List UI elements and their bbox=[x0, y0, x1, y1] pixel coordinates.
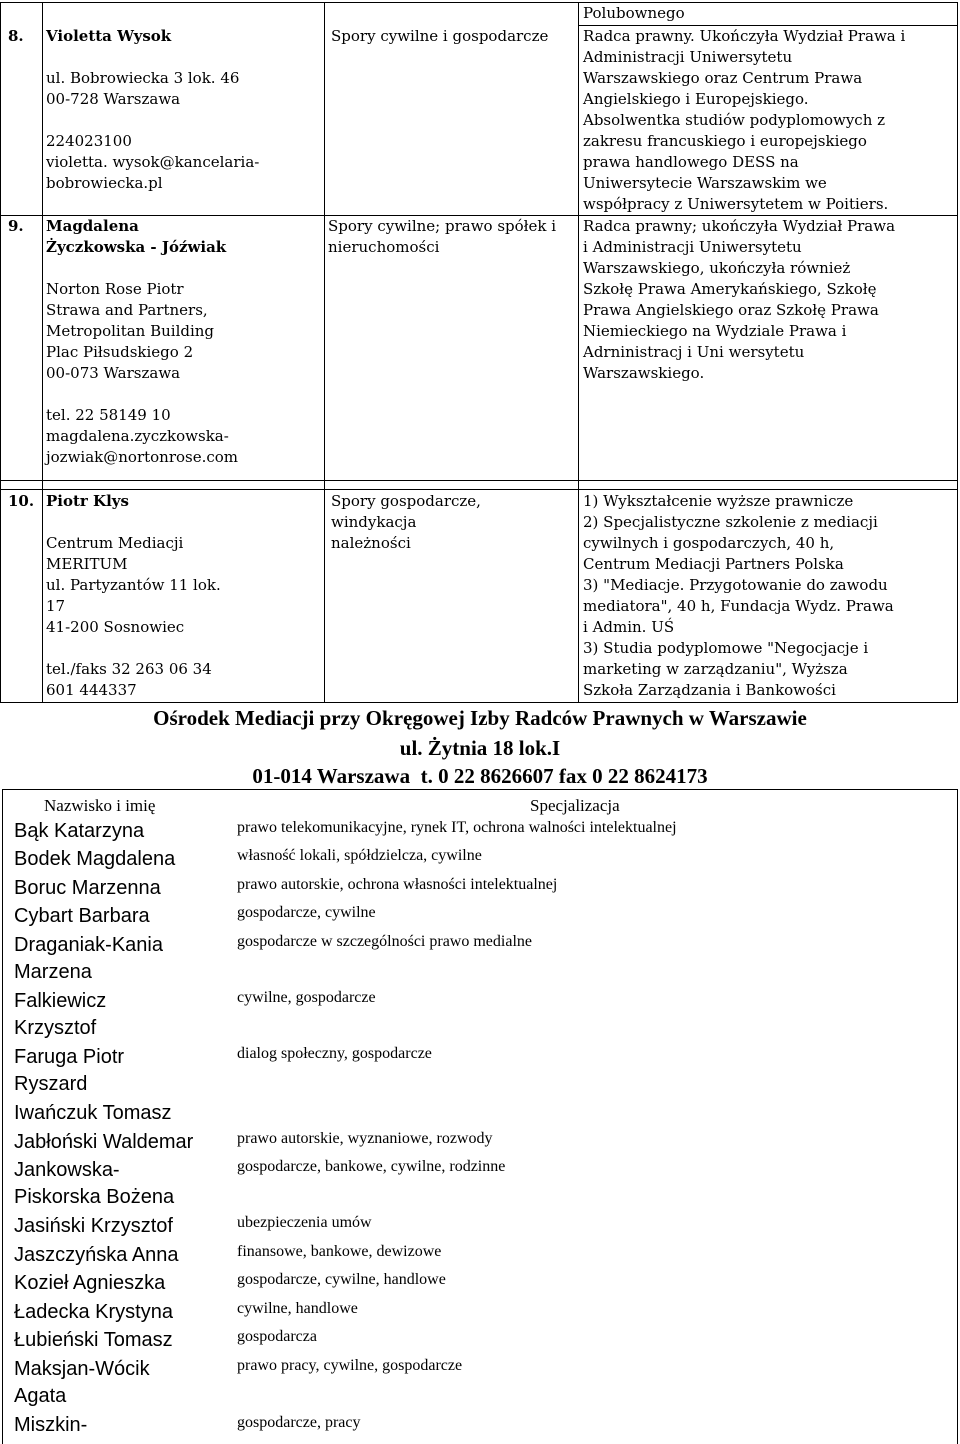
mediator-specialization: finansowe, bankowe, dewizowe bbox=[237, 1243, 442, 1260]
qualification-line: i Admin. UŚ bbox=[583, 618, 675, 636]
table-border-right bbox=[957, 2, 958, 702]
qualification-line: Radca prawny; ukończyła Wydział Prawa bbox=[583, 217, 896, 235]
contact-line: 17 bbox=[46, 597, 66, 615]
contact-line: Norton Rose Piotr bbox=[46, 280, 184, 298]
mediator-name: Łubieński Tomasz bbox=[14, 1329, 173, 1351]
mediator-specialization: ubezpieczenia umów bbox=[237, 1214, 372, 1231]
section-title: Ośrodek Mediacji przy Okręgowej Izby Radców Prawnych w Warszawie bbox=[153, 706, 807, 730]
lower-table-left bbox=[2, 789, 3, 1444]
mediator-specialization: prawo pracy, cywilne, gospodarcze bbox=[237, 1357, 463, 1374]
mediator-name: Jabłoński Waldemar bbox=[14, 1131, 194, 1153]
qualification-line: Administracji Uniwersytetu bbox=[583, 48, 793, 66]
mediator-specialization: gospodarcze, bankowe, cywilne, rodzinne bbox=[237, 1158, 506, 1175]
table-border-left bbox=[0, 2, 1, 702]
qualification-line: cywilnych i gospodarczych, 40 h, bbox=[583, 534, 835, 552]
header-cell-text: Polubownego bbox=[583, 4, 685, 22]
mediator-name: Ryszard bbox=[14, 1073, 88, 1095]
mediator-name: Marzena bbox=[14, 961, 92, 983]
mediator-specialization: gospodarcze, pracy bbox=[237, 1414, 361, 1431]
mediator-specialization: prawo telekomunikacyjne, rynek IT, ochrona walności intelektualnej bbox=[237, 819, 677, 836]
contact-line: violetta. wysok@kancelaria- bbox=[46, 153, 260, 171]
qualification-line: Radca prawny. Ukończyła Wydział Prawa i bbox=[583, 27, 906, 45]
mediator-name: Boruc Marzenna bbox=[14, 877, 161, 899]
lower-table-top bbox=[2, 789, 958, 790]
section-address-line1: ul. Żytnia 18 lok.I bbox=[399, 736, 561, 760]
specialization-line: Spory gospodarcze, bbox=[331, 492, 481, 510]
qualification-line: 3) "Mediacje. Przygotowanie do zawodu bbox=[583, 576, 888, 594]
contact-line: Centrum Mediacji bbox=[46, 534, 184, 552]
contact-line: 601 444337 bbox=[46, 681, 137, 699]
qualification-line: mediatora", 40 h, Fundacja Wydz. Prawa bbox=[583, 597, 894, 615]
qualification-line: 1) Wykształcenie wyższe prawnicze bbox=[583, 492, 854, 510]
entry-specialization: Spory cywilne i gospodarcze bbox=[331, 27, 549, 45]
contact-line: magdalena.zyczkowska- bbox=[46, 427, 229, 445]
specialization-line: Spory cywilne; prawo spółek i bbox=[328, 217, 557, 235]
qualification-line: Angielskiego i Europejskiego. bbox=[583, 90, 809, 108]
contact-line: tel./faks 32 263 06 34 bbox=[46, 660, 212, 678]
contact-line: jozwiak@nortonrose.com bbox=[46, 448, 239, 466]
qualification-line: prawa handlowego DESS na bbox=[583, 153, 799, 171]
mediator-specialization: własność lokali, spółdzielcza, cywilne bbox=[237, 847, 482, 864]
qualification-line: Niemieckiego na Wydziale Prawa i bbox=[583, 322, 847, 340]
qualification-line: 2) Specjalistyczne szkolenie z mediacji bbox=[583, 513, 878, 531]
section-address-line2: 01-014 Warszawa t. 0 22 8626607 fax 0 22 8624173 bbox=[252, 764, 708, 788]
contact-line: 00-073 Warszawa bbox=[46, 364, 181, 382]
qualification-line: zakresu francuskiego i europejskiego bbox=[583, 132, 867, 150]
table-col-divider-3 bbox=[578, 2, 579, 702]
mediator-name: Bodek Magdalena bbox=[14, 848, 176, 870]
contact-line: 41-200 Sosnowiec bbox=[46, 618, 185, 636]
qualification-line: Warszawskiego, ukończyła również bbox=[583, 259, 851, 277]
mediator-name: Draganiak-Kania bbox=[14, 934, 163, 956]
mediator-name: Ładecka Krystyna bbox=[14, 1301, 173, 1323]
contact-line: ul. Bobrowiecka 3 lok. 46 bbox=[46, 69, 240, 87]
mediator-specialization: gospodarcze w szczególności prawo medialne bbox=[237, 933, 532, 950]
mediator-specialization: prawo autorskie, wyznaniowe, rozwody bbox=[237, 1130, 493, 1147]
specialization-line: należności bbox=[331, 534, 411, 552]
specialization-line: windykacja bbox=[331, 513, 417, 531]
qualification-line: Uniwersytecie Warszawskim we bbox=[583, 174, 827, 192]
qualification-line: Prawa Angielskiego oraz Szkołę Prawa bbox=[583, 301, 879, 319]
mediator-specialization: gospodarcze, cywilne, handlowe bbox=[237, 1271, 446, 1288]
table-border-top bbox=[0, 2, 958, 3]
mediator-name: Piskorska Bożena bbox=[14, 1186, 175, 1208]
mediator-name: Iwańczuk Tomasz bbox=[14, 1102, 172, 1124]
mediator-name: Faruga Piotr bbox=[14, 1046, 125, 1068]
mediator-name: Maksjan-Wócik bbox=[14, 1358, 150, 1380]
contact-line: bobrowiecka.pl bbox=[46, 174, 163, 192]
entry-name: Piotr Klys bbox=[46, 492, 129, 510]
qualification-line: Absolwentka studiów podyplomowych z bbox=[583, 111, 886, 129]
contact-line: Plac Piłsudskiego 2 bbox=[46, 343, 194, 361]
mediator-name: Falkiewicz bbox=[14, 990, 107, 1012]
qualification-line: i Administracji Uniwersytetu bbox=[583, 238, 802, 256]
mediator-specialization: cywilne, handlowe bbox=[237, 1300, 358, 1317]
mediator-name: Krzysztof bbox=[14, 1017, 97, 1039]
qualification-line: współpracy z Uniwersytetem w Poitiers. bbox=[583, 195, 889, 213]
row-divider-9-10 bbox=[0, 480, 958, 481]
mediator-specialization: gospodarcze, cywilne bbox=[237, 904, 376, 921]
mediator-name: Agata bbox=[14, 1385, 67, 1407]
qualification-line: Warszawskiego oraz Centrum Prawa bbox=[583, 69, 863, 87]
entry-name: Życzkowska - Jóźwiak bbox=[46, 238, 227, 256]
qualification-line: Szkołę Prawa Amerykańskiego, Szkołę bbox=[583, 280, 877, 298]
mediator-specialization: cywilne, gospodarcze bbox=[237, 989, 376, 1006]
column-header-name: Nazwisko i imię bbox=[44, 796, 156, 815]
table-col-divider-2 bbox=[324, 2, 325, 702]
mediator-specialization: prawo autorskie, ochrona własności intelektualnej bbox=[237, 876, 558, 893]
contact-line: 224023100 bbox=[46, 132, 132, 150]
entry-number: 10. bbox=[8, 492, 35, 510]
mediator-name: Kozieł Agnieszka bbox=[14, 1272, 166, 1294]
entry-name: Magdalena bbox=[46, 217, 139, 235]
contact-line: MERITUM bbox=[46, 555, 128, 573]
table-col-divider-1 bbox=[42, 2, 43, 702]
mediator-name: Bąk Katarzyna bbox=[14, 820, 145, 842]
qualification-line: Szkoła Zarządzania i Bankowości bbox=[583, 681, 836, 699]
qualification-line: marketing w zarządzaniu", Wyższa bbox=[583, 660, 848, 678]
qualification-line: Adrninistracj i Uni wersytetu bbox=[583, 343, 805, 361]
mediator-specialization: gospodarcza bbox=[237, 1328, 317, 1345]
table-border-bottom bbox=[0, 702, 958, 703]
contact-line: Metropolitan Building bbox=[46, 322, 215, 340]
mediator-name: Cybart Barbara bbox=[14, 905, 150, 927]
contact-line: tel. 22 58149 10 bbox=[46, 406, 171, 424]
entry-number: 9. bbox=[8, 217, 24, 235]
row-divider-10-gap bbox=[0, 489, 958, 490]
lower-table-right bbox=[957, 789, 958, 1444]
qualification-line: Warszawskiego. bbox=[583, 364, 705, 382]
mediator-name: Jankowska- bbox=[14, 1159, 120, 1181]
mediator-name: Jasiński Krzysztof bbox=[14, 1215, 173, 1237]
specialization-line: nieruchomości bbox=[328, 238, 440, 256]
column-header-specialization: Specjalizacja bbox=[530, 796, 620, 815]
mediator-specialization: dialog społeczny, gospodarcze bbox=[237, 1045, 432, 1062]
contact-line: Strawa and Partners, bbox=[46, 301, 208, 319]
mediator-name: Miszkin- bbox=[14, 1414, 88, 1436]
mediator-name: Jaszczyńska Anna bbox=[14, 1244, 179, 1266]
entry-number: 8. bbox=[8, 27, 24, 45]
contact-line: ul. Partyzantów 11 lok. bbox=[46, 576, 221, 594]
qualification-line: 3) Studia podyplomowe "Negocjacje i bbox=[583, 639, 869, 657]
entry-name: Violetta Wysok bbox=[46, 27, 172, 45]
qualification-line: Centrum Mediacji Partners Polska bbox=[583, 555, 844, 573]
contact-line: 00-728 Warszawa bbox=[46, 90, 181, 108]
